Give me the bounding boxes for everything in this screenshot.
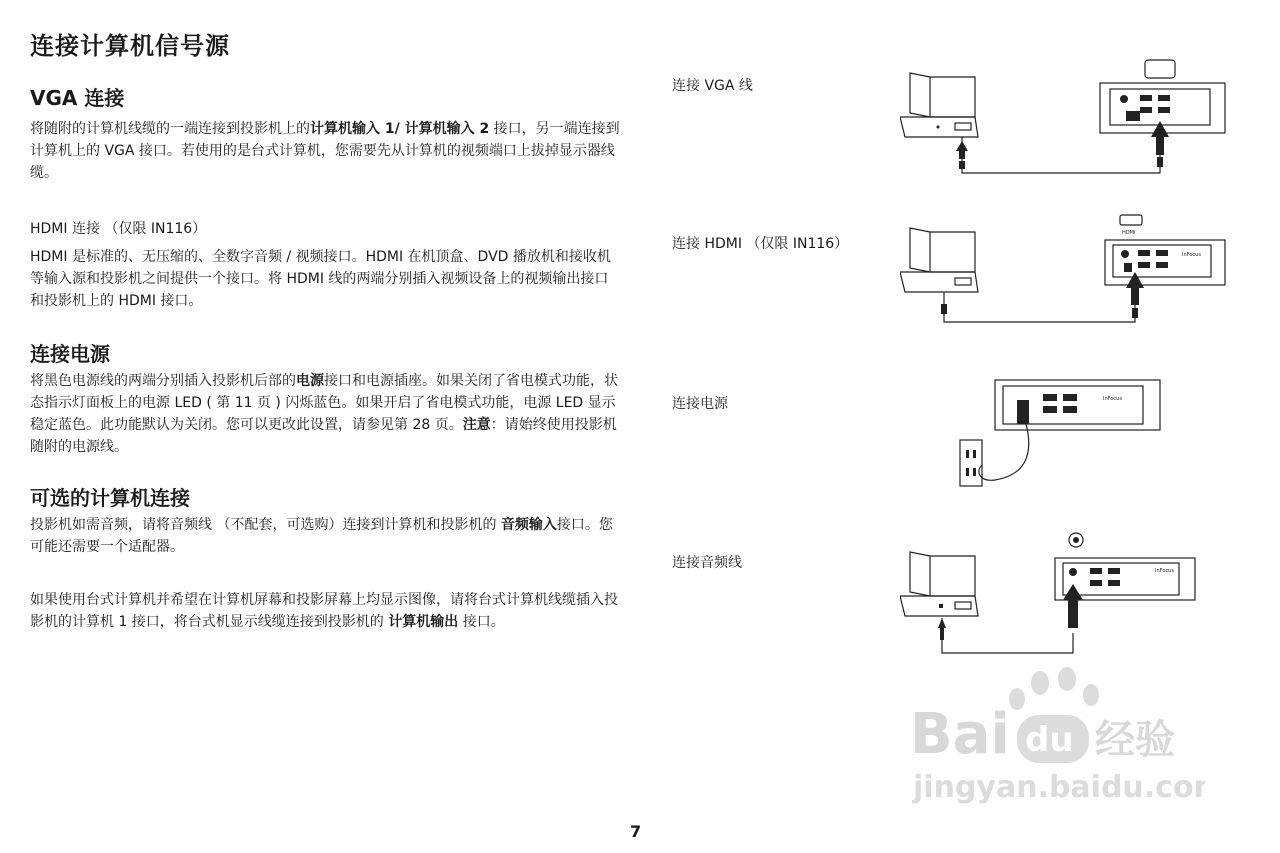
hdmi-port-label: HDMI <box>1122 230 1136 236</box>
optional-heading: 可选的计算机连接 <box>30 486 190 510</box>
svg-text:jingyan.baidu.com: jingyan.baidu.com <box>913 770 1205 805</box>
caption-audio: 连接音频线 <box>672 555 742 571</box>
hdmi-heading: HDMI 连接 （仅限 IN116） <box>30 221 207 237</box>
page-title: 连接计算机信号源 <box>30 32 230 60</box>
vga-paragraph: 将随附的计算机线缆的一端连接到投影机上的计算机输入 1/ 计算机输入 2 接口，另一端连接到计算机上的 VGA 接口。若使用的是台式计算机，您需要先从计算机的视频端口上拔掉显示器线缆。 <box>30 121 620 181</box>
paw-logo-icon <box>905 665 1205 805</box>
power-heading: 连接电源 <box>30 342 110 366</box>
brand-label: InFocus <box>1182 252 1201 258</box>
power-paragraph: 将黑色电源线的两端分别插入投影机后部的电源接口和电源插座。如果关闭了省电模式功能，状态指示灯面板上的电源 LED ( 第 11 页 ) 闪烁蓝色。如果开启了省电模式功能，电源 LED 显示稳定蓝色。此功能默认为关闭。您可以更改此设置，请参见第 28 页。注意：请始终使用投影机随附的电源线。 <box>30 373 618 455</box>
caption-hdmi: 连接 HDMI （仅限 IN116） <box>672 236 849 252</box>
audio-brand-label: InFocus <box>1155 568 1174 574</box>
baidu-watermark <box>905 665 1205 805</box>
caption-power: 连接电源 <box>672 396 728 412</box>
optional-paragraph-1: 投影机如需音频，请将音频线 （不配套，可选购）连接到计算机和投影机的 音频输入接口。您可能还需要一个适配器。 <box>30 517 613 555</box>
svg-text:Bai: Bai <box>910 702 1010 767</box>
caption-vga: 连接 VGA 线 <box>672 78 753 94</box>
page-number: 7 <box>630 822 642 841</box>
power-brand-label: InFocus <box>1103 396 1122 402</box>
audio-connection-diagram <box>900 528 1230 663</box>
vga-connection-diagram <box>900 55 1230 180</box>
vga-heading: VGA 连接 <box>30 86 125 110</box>
svg-text:经验: 经验 <box>1095 717 1175 763</box>
svg-text:du: du <box>1025 720 1074 760</box>
hdmi-connection-diagram <box>900 210 1230 335</box>
hdmi-paragraph: HDMI 是标准的、无压缩的、全数字音频 / 视频接口。HDMI 在机顶盒、DVD 播放机和接收机等输入源和投影机之间提供一个接口。将 HDMI 线的两端分别插入视频设备上的视频输出接口和投影机上的 HDMI 接口。 <box>30 249 611 309</box>
optional-paragraph-2: 如果使用台式计算机并希望在计算机屏幕和投影屏幕上均显示图像，请将台式计算机线缆插入投影机的计算机 1 接口，将台式机显示线缆连接到投影机的 计算机输出 接口。 <box>30 592 618 630</box>
power-connection-diagram <box>955 370 1165 495</box>
